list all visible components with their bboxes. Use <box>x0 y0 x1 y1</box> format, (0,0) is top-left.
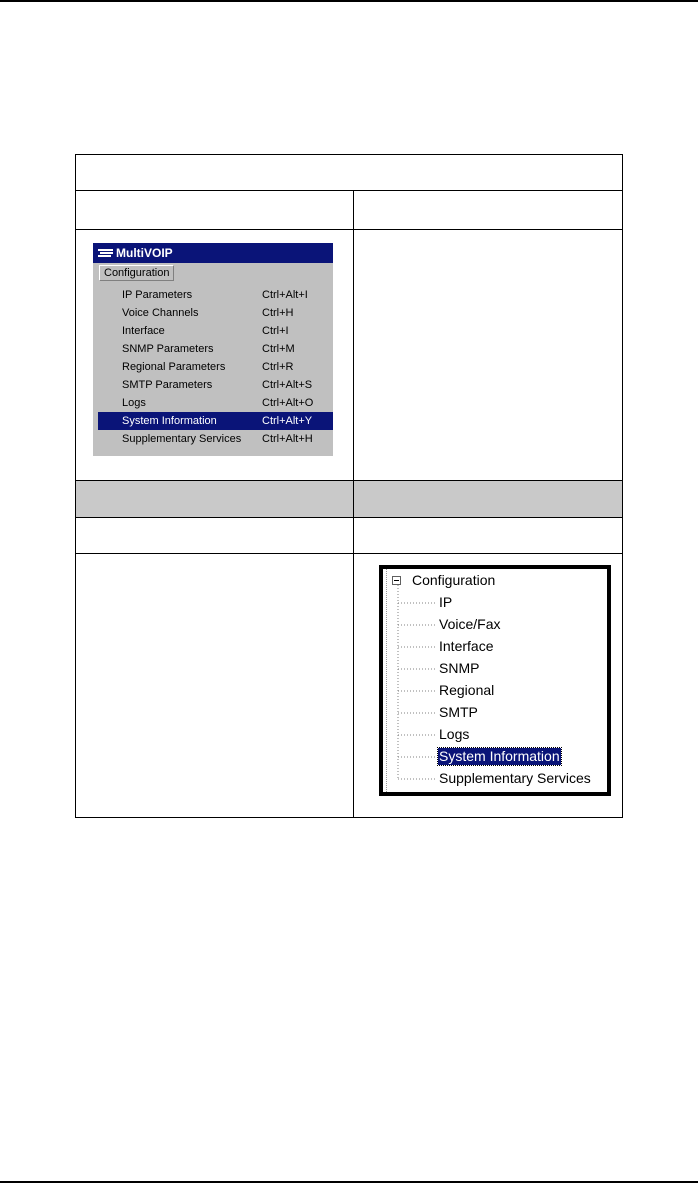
menu-item[interactable] <box>98 340 333 358</box>
menu-item-shortcut: Ctrl+Alt+S <box>262 379 313 391</box>
menu-item[interactable] <box>98 304 333 322</box>
menu-item-label: SNMP Parameters <box>122 343 214 355</box>
menu-item[interactable] <box>98 394 333 412</box>
table-row-divider <box>76 480 622 481</box>
menu-item-label: Interface <box>122 325 165 337</box>
menu-item-shortcut: Ctrl+I <box>262 325 289 337</box>
configuration-tree-screenshot <box>379 565 611 796</box>
menu-item[interactable] <box>98 412 333 430</box>
menu-item-label: Voice Channels <box>122 307 199 319</box>
page-top-rule <box>0 0 698 2</box>
configuration-dropdown <box>98 286 333 448</box>
tree-node[interactable]: System Information <box>439 748 560 764</box>
multivoip-logo-icon <box>98 249 113 257</box>
menu-item[interactable] <box>98 430 333 448</box>
menu-item[interactable] <box>98 376 333 394</box>
menu-item-shortcut: Ctrl+Alt+H <box>262 433 313 445</box>
multivoip-menu-screenshot <box>93 243 333 456</box>
menu-item-shortcut: Ctrl+R <box>262 361 294 373</box>
menu-item-label: IP Parameters <box>122 289 193 301</box>
table-shaded-row <box>76 481 622 517</box>
tree-node[interactable]: Logs <box>439 726 470 742</box>
tree-node[interactable]: IP <box>439 594 453 610</box>
tree-node[interactable]: Interface <box>439 638 494 654</box>
table-row-divider <box>76 190 622 191</box>
table-column-divider <box>353 190 354 817</box>
menu-item-shortcut: Ctrl+M <box>262 343 295 355</box>
menu-item-shortcut: Ctrl+Alt+I <box>262 289 308 301</box>
menu-item-shortcut: Ctrl+H <box>262 307 294 319</box>
menu-item[interactable] <box>98 358 333 376</box>
app-title: MultiVOIP <box>116 246 173 260</box>
tree-node[interactable]: Voice/Fax <box>439 616 501 632</box>
title-bar <box>93 243 333 263</box>
table-row-divider <box>76 553 622 554</box>
menu-item-shortcut: Ctrl+Alt+Y <box>262 415 313 427</box>
tree-node[interactable]: Supplementary Services <box>439 770 591 786</box>
menu-item-label: Logs <box>122 397 146 409</box>
menu-configuration[interactable]: Configuration <box>99 265 174 281</box>
table-row-divider <box>76 229 622 230</box>
table-row-divider <box>76 517 622 518</box>
tree-node[interactable]: SMTP <box>439 704 478 720</box>
tree-root-configuration[interactable]: Configuration <box>412 572 496 588</box>
tree-node[interactable]: Regional <box>439 682 495 698</box>
menu-item-label: System Information <box>122 415 217 427</box>
menu-item-label: SMTP Parameters <box>122 379 213 391</box>
collapse-icon[interactable] <box>392 576 401 585</box>
menu-item-shortcut: Ctrl+Alt+O <box>262 397 314 409</box>
menu-item-label: Supplementary Services <box>122 433 242 445</box>
page-bottom-rule <box>0 1181 698 1183</box>
menu-item-label: Regional Parameters <box>122 361 226 373</box>
menu-item[interactable] <box>98 286 333 304</box>
menu-item[interactable] <box>98 322 333 340</box>
tree-node[interactable]: SNMP <box>439 660 480 676</box>
